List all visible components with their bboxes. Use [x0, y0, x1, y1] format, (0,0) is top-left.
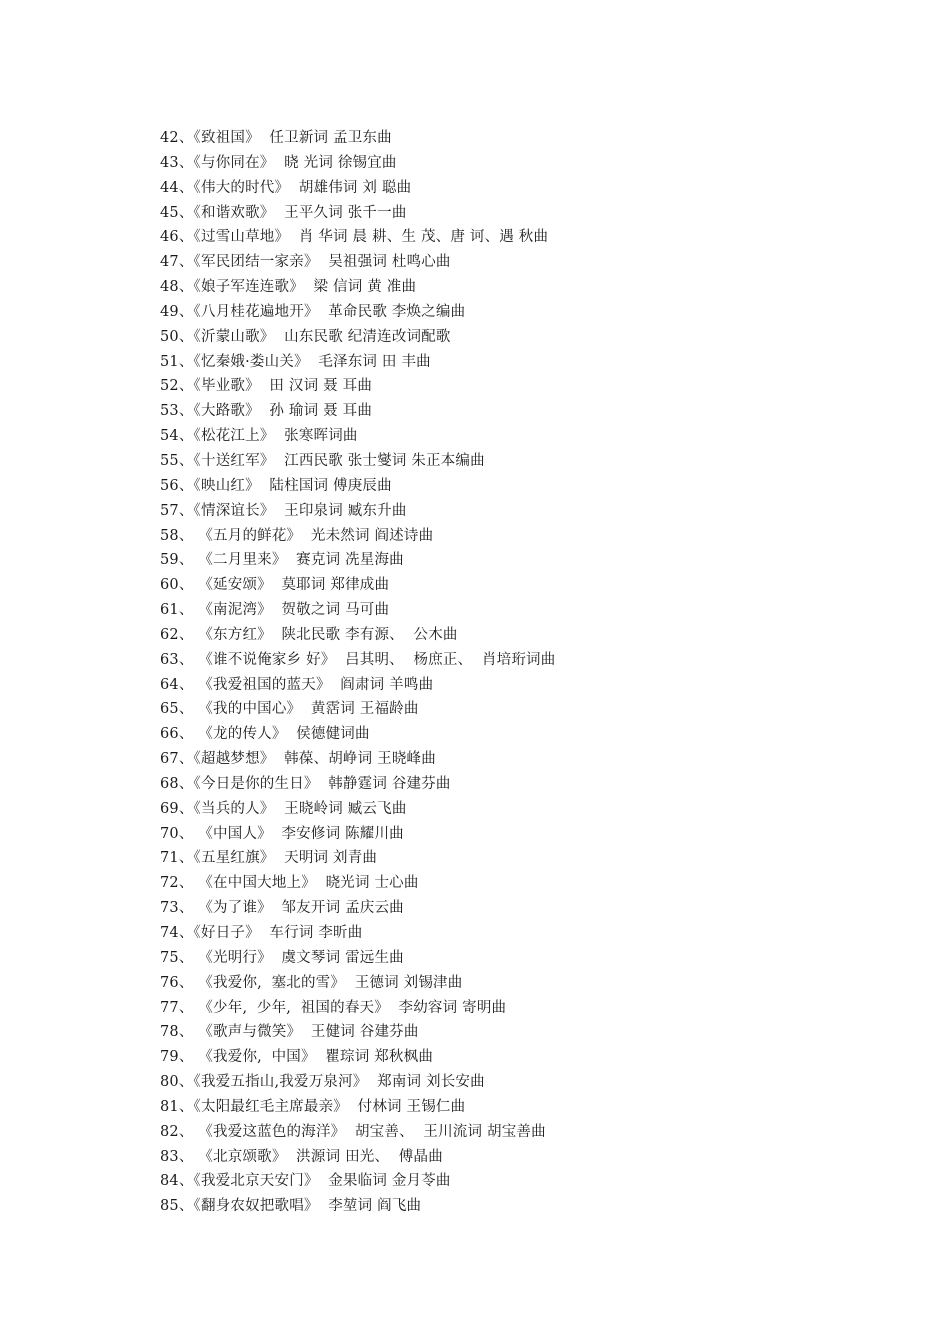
song-entry-57: 57、《情深谊长》 王印泉词 臧东升曲: [160, 502, 407, 519]
song-entry-63: 63、 《谁不说俺家乡 好》 吕其明、 杨庶正、 肖培珩词曲: [160, 651, 556, 668]
song-entry-71: 71、《五星红旗》 天明词 刘青曲: [160, 850, 378, 867]
song-entry-52: 52、《毕业歌》 田 汉词 聂 耳曲: [160, 378, 373, 395]
song-entry-79: 79、 《我爱你, 中国》 瞿琮词 郑秋枫曲: [160, 1049, 434, 1066]
song-entry-82: 82、 《我爱这蓝色的海洋》 胡宝善、 王川流词 胡宝善曲: [160, 1123, 546, 1140]
song-entry-54: 54、《松花江上》 张寒晖词曲: [160, 428, 358, 445]
song-entry-65: 65、 《我的中国心》 黄霑词 王福龄曲: [160, 701, 419, 718]
song-entry-56: 56、《映山红》 陆柱国词 傅庚辰曲: [160, 477, 392, 494]
song-entry-66: 66、 《龙的传人》 侯德健词曲: [160, 726, 370, 743]
song-entry-70: 70、 《中国人》 李安修词 陈耀川曲: [160, 825, 404, 842]
song-entry-53: 53、《大路歌》 孙 瑜词 聂 耳曲: [160, 403, 373, 420]
song-entry-51: 51、《忆秦娥·娄山关》 毛泽东词 田 丰曲: [160, 353, 431, 370]
song-entry-45: 45、《和谐欢歌》 王平久词 张千一曲: [160, 204, 407, 221]
song-entry-67: 67、《超越梦想》 韩葆、胡峥词 王晓峰曲: [160, 751, 436, 768]
song-entry-72: 72、 《在中国大地上》 晓光词 士心曲: [160, 875, 419, 892]
song-entry-84: 84、《我爱北京天安门》 金果临词 金月苓曲: [160, 1173, 451, 1190]
song-entry-85: 85、《翻身农奴把歌唱》 李堃词 阎飞曲: [160, 1198, 422, 1215]
song-entry-76: 76、 《我爱你, 塞北的雪》 王德词 刘锡津曲: [160, 974, 463, 991]
song-entry-55: 55、《十送红军》 江西民歌 张士燮词 朱正本编曲: [160, 452, 485, 469]
song-entry-58: 58、 《五月的鲜花》 光未然词 阎述诗曲: [160, 527, 434, 544]
song-entry-80: 80、《我爱五指山,我爱万泉河》 郑南词 刘长安曲: [160, 1074, 485, 1091]
song-entry-60: 60、 《延安颂》 莫耶词 郑律成曲: [160, 577, 390, 594]
song-entry-61: 61、 《南泥湾》 贺敬之词 马可曲: [160, 602, 390, 619]
song-entry-78: 78、 《歌声与微笑》 王健词 谷建芬曲: [160, 1024, 419, 1041]
song-entry-64: 64、 《我爱祖国的蓝天》 阎肃词 羊鸣曲: [160, 676, 434, 693]
song-entry-42: 42、《致祖国》 任卫新词 孟卫东曲: [160, 130, 392, 146]
song-entry-46: 46、《过雪山草地》 肖 华词 晨 耕、生 茂、唐 诃、遇 秋曲: [160, 229, 549, 246]
song-entry-59: 59、 《二月里来》 赛克词 冼星海曲: [160, 552, 404, 569]
song-entry-73: 73、 《为了谁》 邹友开词 孟庆云曲: [160, 900, 404, 917]
song-entry-49: 49、《八月桂花遍地开》 革命民歌 李焕之编曲: [160, 303, 466, 320]
song-entry-68: 68、《今日是你的生日》 韩静霆词 谷建芬曲: [160, 775, 451, 792]
song-entry-50: 50、《沂蒙山歌》 山东民歌 纪清连改词配歌: [160, 328, 451, 345]
song-entry-75: 75、 《光明行》 虞文琴词 雷远生曲: [160, 949, 404, 966]
song-entry-74: 74、《好日子》 车行词 李昕曲: [160, 925, 363, 941]
song-entry-83: 83、 《北京颂歌》 洪源词 田光、 傅晶曲: [160, 1148, 443, 1165]
song-entry-44: 44、《伟大的时代》 胡雄伟词 刘 聪曲: [160, 179, 412, 196]
song-entry-48: 48、《娘子军连连歌》 梁 信词 黄 准曲: [160, 279, 417, 296]
song-entry-62: 62、 《东方红》 陕北民歌 李有源、 公木曲: [160, 626, 458, 643]
song-entry-47: 47、《军民团结一家亲》 吴祖强词 杜鸣心曲: [160, 254, 451, 271]
song-list: [160, 126, 920, 1219]
song-entry-43: 43、《与你同在》 晓 光词 徐锡宜曲: [160, 154, 397, 171]
song-entry-81: 81、《太阳最红毛主席最亲》 付林词 王锡仁曲: [160, 1098, 466, 1115]
song-entry-69: 69、《当兵的人》 王晓岭词 臧云飞曲: [160, 800, 407, 817]
song-entry-77: 77、 《少年, 少年, 祖国的春天》 李幼容词 寄明曲: [160, 999, 507, 1016]
